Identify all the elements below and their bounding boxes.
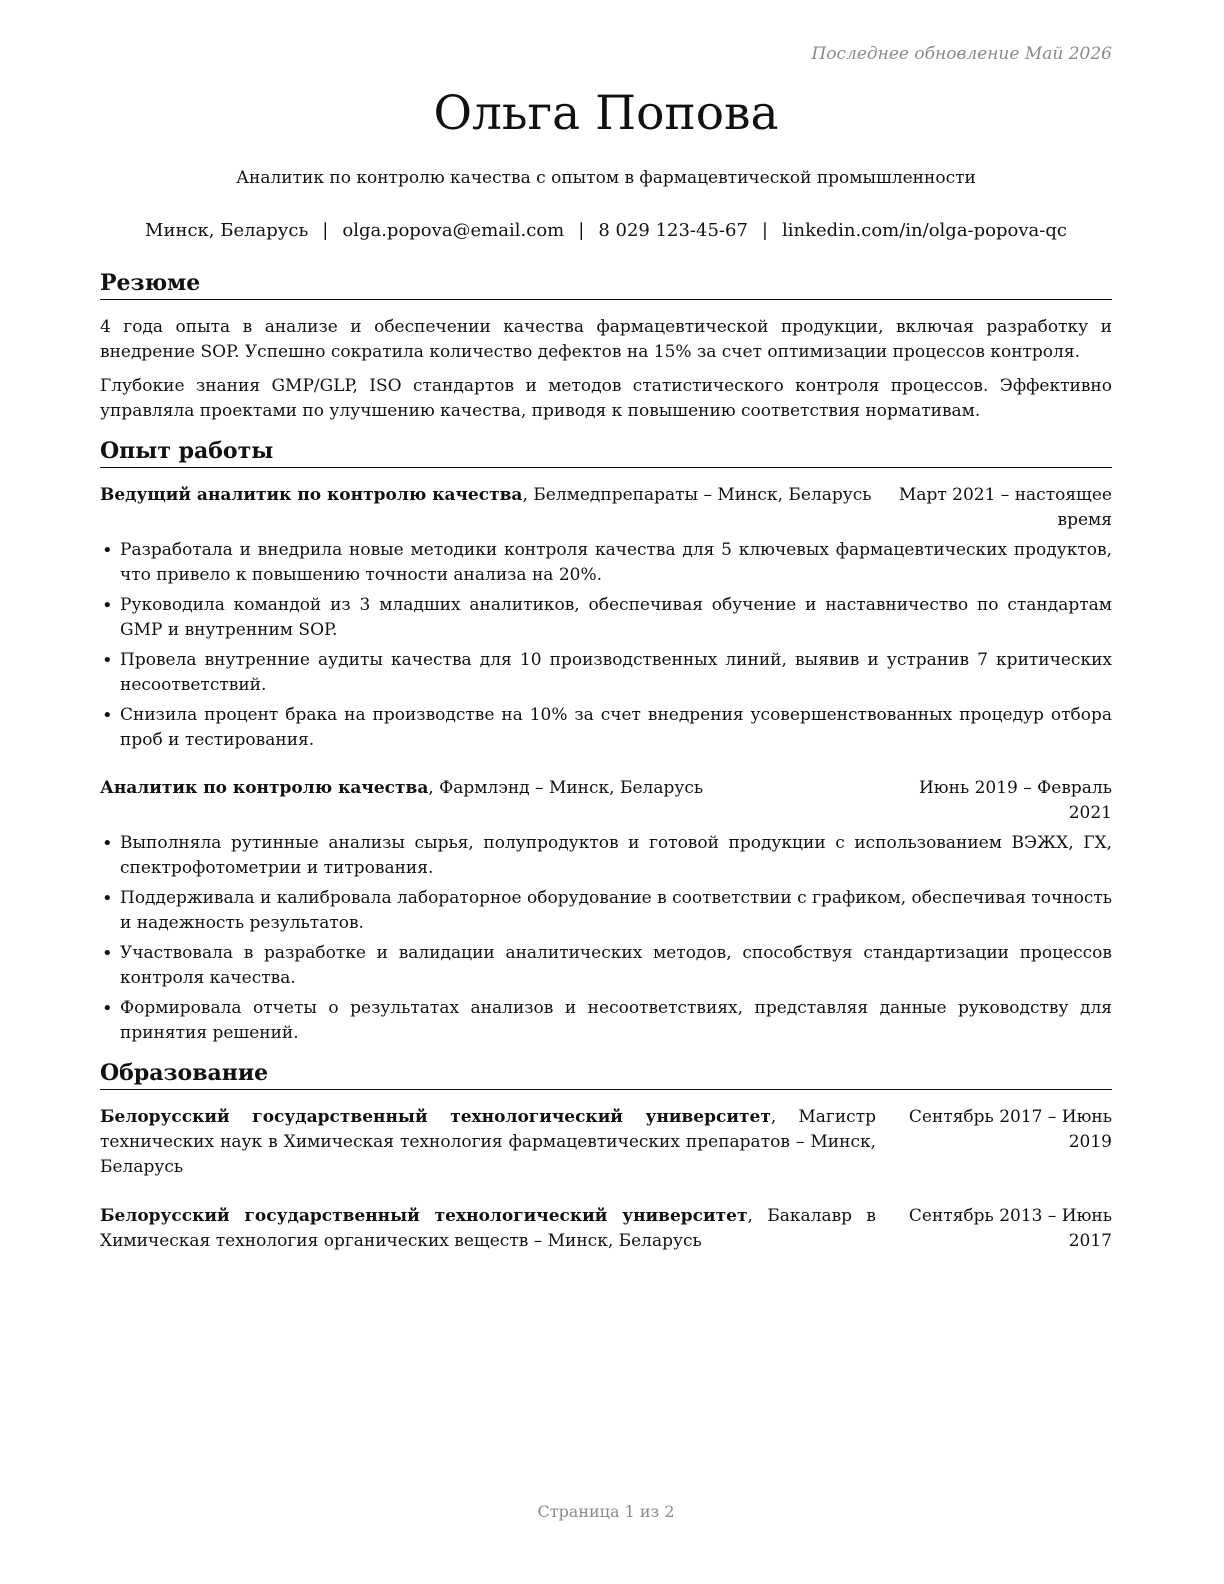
job-entry: [100, 776, 1112, 1046]
job-bullets: [100, 831, 1112, 1046]
job-bullet: • Участвовала в разработке и валидации аналитических методов, способствуя стандартизации процессов контроля качества.: [100, 941, 1112, 991]
job-header: [100, 776, 1112, 826]
section-title-experience: Опыт работы: [100, 438, 1112, 468]
job-dates: Март 2021 – настоящее время: [898, 484, 1112, 530]
education-school: Белорусский государственный технологический университет: [100, 1205, 748, 1226]
job-header: [100, 483, 1112, 533]
contact-email[interactable]: olga.popova@email.com: [342, 220, 565, 241]
contact-separator: |: [322, 220, 329, 241]
job-bullet: • Выполняла рутинные анализы сырья, полупродуктов и готовой продукции с использованием ВЭЖХ, ГХ, спектрофотометрии и титрования.: [100, 831, 1112, 881]
education-dates: Сентябрь 2017 – Июнь 2019: [908, 1106, 1112, 1152]
contact-phone: 8 029 123-45-67: [598, 220, 748, 241]
education-details: , Бакалавр в Химическая технология органических веществ – Минск, Беларусь: [100, 1205, 876, 1251]
job-title: Ведущий аналитик по контролю качества: [100, 484, 523, 505]
tagline: Аналитик по контролю качества с опытом в фармацевтической промышленности: [236, 168, 976, 188]
job-bullet: • Руководила командой из 3 младших аналитиков, обеспечивая обучение и наставничество по стандартам GMP и внутренним SOP.: [100, 593, 1112, 643]
job-company: , Фармлэнд – Минск, Беларусь: [428, 777, 704, 798]
job-bullets: [100, 538, 1112, 753]
job-bullet: • Поддерживала и калибровала лабораторное оборудование в соответствии с графиком, обеспечивая точность и надежность результатов.: [100, 886, 1112, 936]
candidate-name: Ольга Попова: [433, 86, 779, 141]
summary-section: [100, 270, 1112, 424]
job-bullet: • Снизила процент брака на производстве на 10% за счет внедрения усовершенствованных процедур отбора проб и тестирования.: [100, 703, 1112, 753]
contact-line: [100, 220, 1112, 241]
page-number: Страница 1 из 2: [537, 1502, 675, 1521]
education-school: Белорусский государственный технологический университет: [100, 1106, 771, 1127]
education-dates: Сентябрь 2013 – Июнь 2017: [908, 1205, 1112, 1251]
contact-location: Минск, Беларусь: [145, 220, 309, 241]
education-section: [100, 1060, 1112, 1254]
job-entry: [100, 483, 1112, 753]
education-details: , Магистр технических наук в Химическая технология фармацевтических препаратов – Минск, Беларусь: [100, 1106, 876, 1177]
experience-section: [100, 438, 1112, 1046]
summary-paragraph: Глубокие знания GMP/GLP, ISO стандартов и методов статистического контроля процессов. Эффективно управляла проектами по улучшению качества, приводя к повышению соответствия нормативам.: [100, 375, 1112, 421]
job-dates: Июнь 2019 – Февраль 2021: [918, 777, 1112, 823]
job-bullet: • Провела внутренние аудиты качества для 10 производственных линий, выявив и устранив 7 критических несоответствий.: [100, 648, 1112, 698]
last-updated: Последнее обновление Май 2026: [811, 44, 1112, 64]
contact-separator: |: [578, 220, 585, 241]
section-title-education: Образование: [100, 1060, 1112, 1090]
education-entry: [100, 1204, 1112, 1254]
summary-paragraph: 4 года опыта в анализе и обеспечении качества фармацевтической продукции, включая разработку и внедрение SOP. Успешно сократила количество дефектов на 15% за счет оптимизации процессов контроля.: [100, 316, 1112, 362]
resume-page: [100, 0, 1112, 1584]
job-bullet: • Разработала и внедрила новые методики контроля качества для 5 ключевых фармацевтических продуктов, что привело к повышению точности анализа на 20%.: [100, 538, 1112, 588]
section-title-summary: Резюме: [100, 270, 1112, 300]
job-bullet: • Формировала отчеты о результатах анализов и несоответствиях, представляя данные руководству для принятия решений.: [100, 996, 1112, 1046]
education-entry: [100, 1105, 1112, 1180]
contact-linkedin[interactable]: linkedin.com/in/olga-popova-qc: [781, 220, 1067, 241]
job-title: Аналитик по контролю качества: [100, 777, 429, 798]
job-company: , Белмедпрепараты – Минск, Беларусь: [522, 484, 872, 505]
contact-separator: |: [761, 220, 768, 241]
